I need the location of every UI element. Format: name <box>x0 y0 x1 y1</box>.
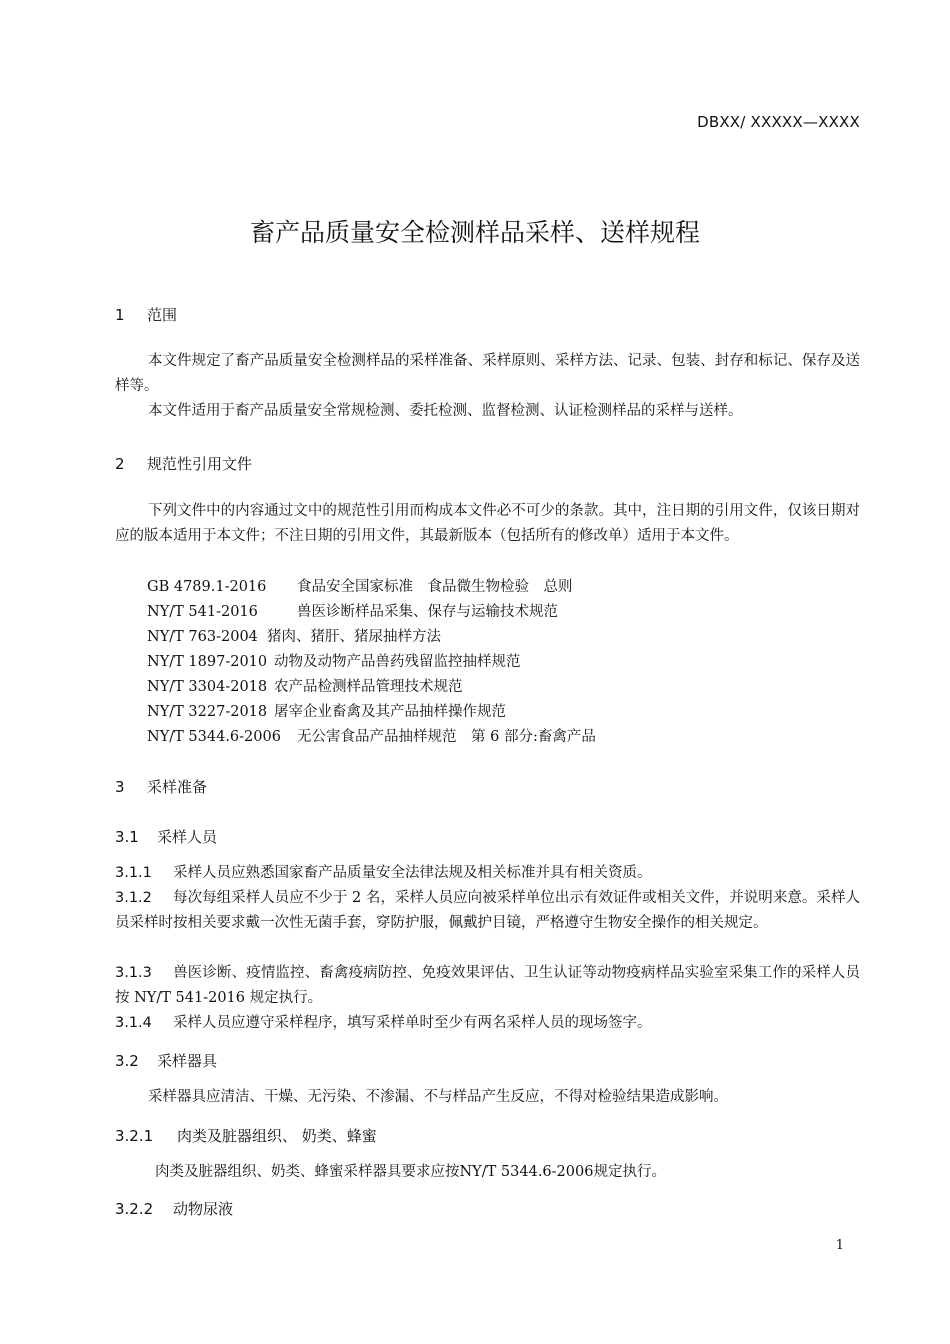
reference-code: NY/T 3227-2018 <box>147 704 268 720</box>
reference-code: GB 4789.1-2016 <box>147 579 267 595</box>
references-intro: 下列文件中的内容通过文中的规范性引用而构成本文件必不可少的条款。其中，注日期的引用文件，仅该日期对应的版本适用于本文件；不注日期的引用文件，其最新版本（包括所有的修改单）适用于本文件。 <box>115 503 860 544</box>
section-3-2-heading <box>115 1050 217 1071</box>
clause-number: 3.1.2 <box>115 890 152 906</box>
section-title: 肉类及脏器组织、 奶类、蜂蜜 <box>177 1127 377 1145</box>
clause-text: 每次每组采样人员应不少于 2 名，采样人员应向被采样单位出示有效证件或相关文件，并说明来意。采样人员采样时按相关要求戴一次性无菌手套，穿防护服，佩戴护目镜，严格遵守生物安全操作的相关规定。 <box>115 890 860 931</box>
section-title: 动物尿液 <box>173 1200 234 1218</box>
clause-text: 采样人员应遵守采样程序，填写采样单时至少有两名采样人员的现场签字。 <box>173 1015 652 1031</box>
section-title: 采样器具 <box>157 1052 218 1070</box>
clause-3-1-4 <box>115 1011 860 1036</box>
clause-3-1-1 <box>115 861 860 886</box>
section-number: 2 <box>115 455 125 473</box>
reference-item <box>147 575 573 596</box>
section-3-heading <box>115 776 207 797</box>
equipment-paragraph: 采样器具应清洁、干燥、无污染、不渗漏、不与样品产生反应，不得对检验结果造成影响。 <box>148 1089 728 1105</box>
section-3-2-1-heading <box>115 1125 377 1146</box>
section-2-heading <box>115 453 252 474</box>
clause-number: 3.1.3 <box>115 965 152 981</box>
section-title: 采样准备 <box>147 778 208 796</box>
reference-code: NY/T 5344.6-2006 <box>147 729 281 745</box>
reference-title: 屠宰企业畜禽及其产品抽样操作规范 <box>274 704 506 720</box>
section-3-1-heading <box>115 826 217 847</box>
reference-code: NY/T 3304-2018 <box>147 679 268 695</box>
reference-item <box>147 725 596 746</box>
reference-title: 猪肉、猪肝、猪尿抽样方法 <box>267 629 441 645</box>
section-number: 1 <box>115 306 125 324</box>
section-title: 范围 <box>147 306 178 324</box>
clause-3-1-2 <box>115 886 860 936</box>
section-3-2-2-heading <box>115 1198 233 1219</box>
reference-code: NY/T 541-2016 <box>147 604 258 620</box>
page-number: 1 <box>835 1238 844 1253</box>
reference-item <box>147 675 463 696</box>
reference-item <box>147 600 558 621</box>
clause-text: 兽医诊断、疫情监控、畜禽疫病防控、免疫效果评估、卫生认证等动物疫病样品实验室采集工作的采样人员按 NY/T 541-2016 规定执行。 <box>115 965 860 1006</box>
reference-title: 兽医诊断样品采集、保存与运输技术规范 <box>297 604 558 620</box>
clause-number: 3.1.4 <box>115 1015 152 1031</box>
clause-text: 采样人员应熟悉国家畜产品质量安全法律法规及相关标准并具有相关资质。 <box>173 865 652 881</box>
section-number: 3.1 <box>115 828 139 846</box>
reference-title: 农产品检测样品管理技术规范 <box>274 679 463 695</box>
clause-number: 3.1.1 <box>115 865 152 881</box>
section-1-heading <box>115 304 177 325</box>
reference-title: 动物及动物产品兽药残留监控抽样规范 <box>274 654 521 670</box>
reference-title: 无公害食品产品抽样规范 第 6 部分:畜禽产品 <box>297 729 596 745</box>
scope-paragraph-2: 本文件适用于畜产品质量安全常规检测、委托检测、监督检测、认证检测样品的采样与送样。 <box>148 403 743 419</box>
document-title: 畜产品质量安全检测样品采样、送样规程 <box>249 218 700 247</box>
reference-code: NY/T 763-2004 <box>147 629 258 645</box>
reference-item <box>147 650 521 671</box>
meat-equipment-paragraph: 肉类及脏器组织、奶类、蜂蜜采样器具要求应按NY/T 5344.6-2006规定执行。 <box>155 1164 666 1180</box>
section-title: 规范性引用文件 <box>147 455 253 473</box>
reference-item <box>147 625 441 646</box>
section-number: 3.2 <box>115 1052 139 1070</box>
section-number: 3 <box>115 778 125 796</box>
scope-paragraph-1: 本文件规定了畜产品质量安全检测样品的采样准备、采样原则、采样方法、记录、包装、封存和标记、保存及送样等。 <box>115 353 860 394</box>
reference-title: 食品安全国家标准 食品微生物检验 总则 <box>297 579 573 595</box>
clause-3-1-3 <box>115 961 860 1011</box>
reference-item <box>147 700 506 721</box>
section-title: 采样人员 <box>157 828 218 846</box>
section-number: 3.2.2 <box>115 1200 154 1218</box>
reference-code: NY/T 1897-2010 <box>147 654 268 670</box>
document-number: DBXX/ XXXXX—XXXX <box>697 113 860 131</box>
section-number: 3.2.1 <box>115 1127 154 1145</box>
